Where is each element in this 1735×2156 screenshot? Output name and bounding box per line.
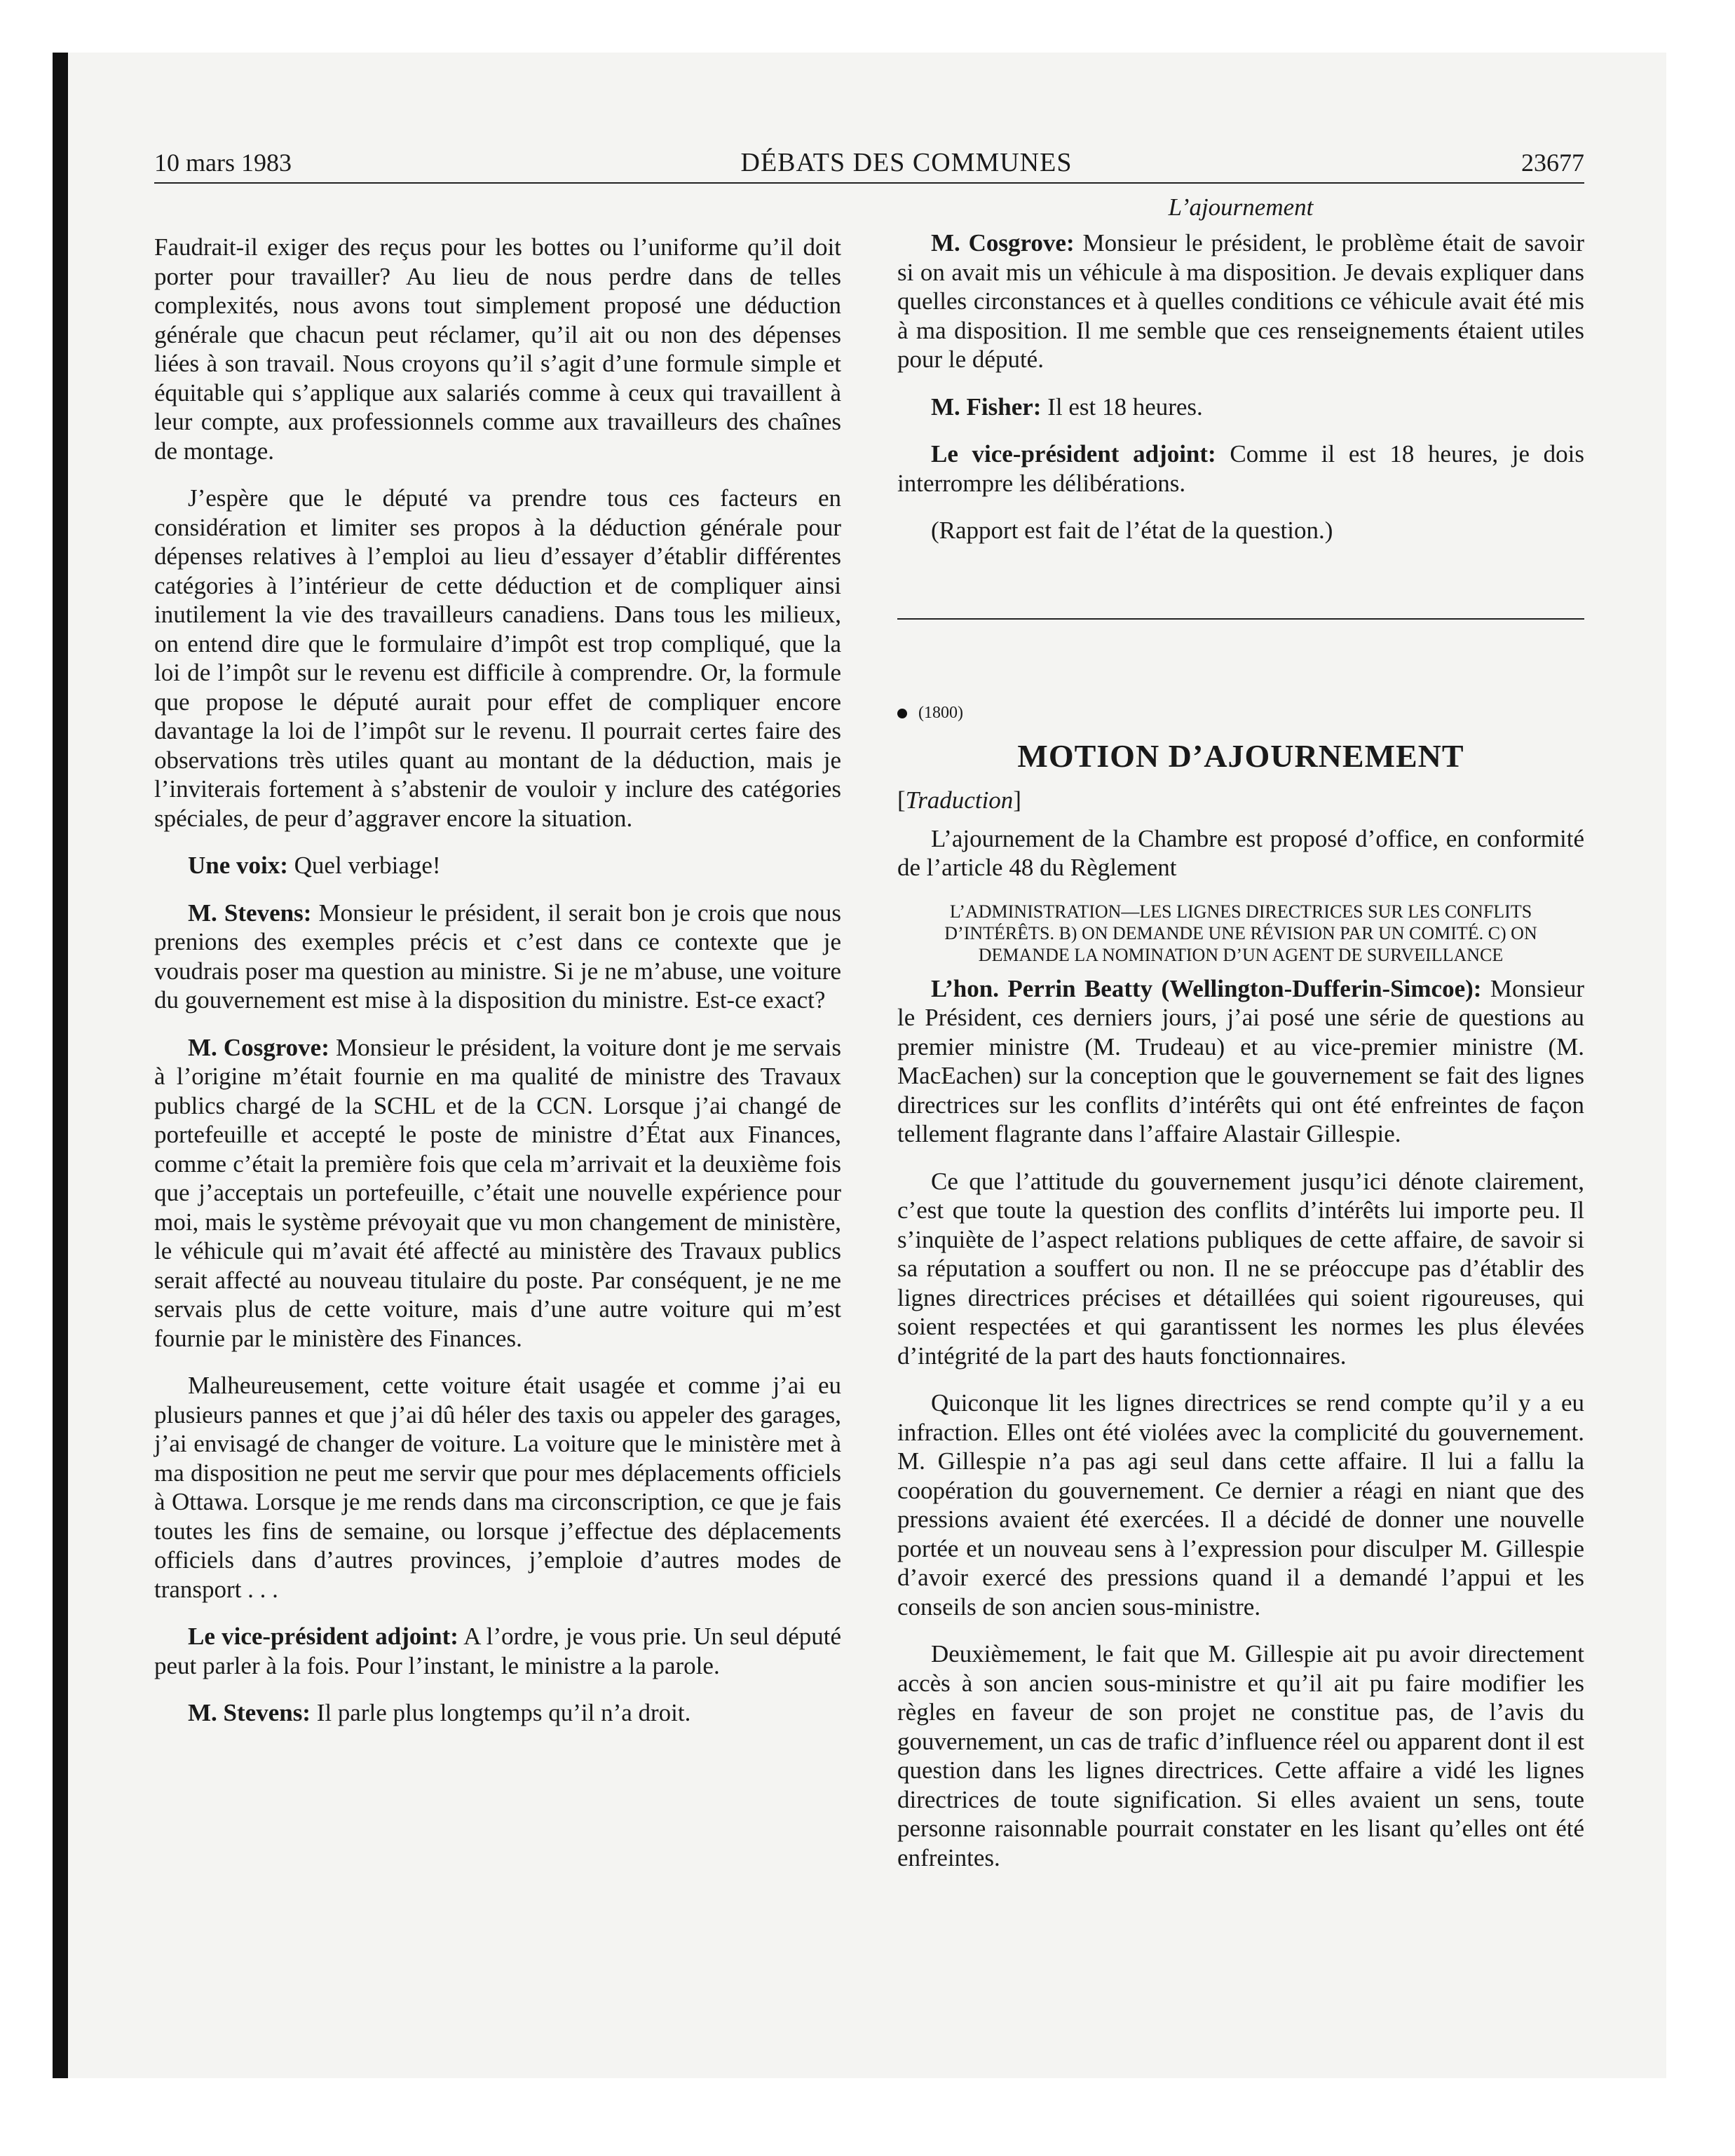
paragraph: J’espère que le député va prendre tous ces facteurs en considération et limiter ses propos à la déduction générale pour dépenses relatives à l’emploi au lieu d’essayer d’établir différentes catégories à l’intérieur de cette déduction et de compliquer ainsi inutilement la vie des travailleurs canadiens. Dans tous les milieux, on entend dire que le formulaire d’impôt est trop compliqué, que la loi de l’impôt sur le revenu est difficile à comprendre. Or, la formule que propose le député aurait pour effet de compliquer encore davantage la loi de l’impôt sur le revenu. Il pourrait certes faire des observations très utiles quant au montant de la déduction, mais je l’inviterais fortement à s’abstenir de vouloir y inclure des catégories spéciales, de peur d’aggraver encore la situation. [154, 484, 841, 832]
speech [154, 1033, 841, 1353]
speech-text: Monsieur le Président, ces derniers jours, j’ai posé une série de questions au premier ministre (M. Trudeau) et au vice-premier ministre (M. MacEachen) sur la conception que le gouvernement se fait des lignes directrices sur les conflits d’intérêts qui ont été enfreintes de façon tellement flagrante dans l’affaire Alastair Gillespie. [897, 974, 1585, 1147]
document-page [154, 147, 1584, 1890]
bullet-icon [897, 709, 907, 718]
translation-note [897, 785, 1584, 816]
speech-text: Il parle plus longtemps qu’il n’a droit. [310, 1699, 691, 1726]
header-date: 10 mars 1983 [154, 149, 292, 177]
page-number: 23677 [1520, 149, 1584, 177]
speech-text: Monsieur le président, le problème était de savoir si on avait mis un véhicule à ma disposition. Je devais expliquer dans quelles circonstances et à quelles conditions ce véhicule avait été mis à ma disposition. Il me semble que ces renseignements étaient utiles pour le député. [897, 229, 1584, 373]
speaker-name: M. Stevens: [188, 1699, 311, 1726]
speaker-name: Le vice-président adjoint: [188, 1623, 458, 1650]
speaker-name: L’hon. Perrin Beatty (Wellington-Dufferin-Simcoe): [931, 974, 1482, 1002]
columns [154, 192, 1584, 1890]
header-title: DÉBATS DES COMMUNES [740, 148, 1073, 177]
speech [897, 439, 1584, 498]
speech [154, 1622, 841, 1680]
bracket-open: [ [897, 786, 906, 814]
header-rule [154, 182, 1584, 184]
speaker-name: M. Stevens: [188, 899, 312, 927]
speech-text: Il est 18 heures. [1041, 393, 1203, 421]
section-title: L’ajournement [1168, 193, 1314, 221]
right-column [897, 192, 1584, 1890]
bracket-close: ] [1013, 786, 1021, 814]
section-divider [897, 618, 1584, 620]
paragraph: Faudrait-il exiger des reçus pour les bottes ou l’uniforme qu’il doit porter pour travailler? Au lieu de nous perdre dans de telles complexités, nous avons tout simplement proposé une déduction générale que chacun peut réclamer, qu’il ait ou non des dépenses liées à son travail. Nous croyons qu’il s’agit d’une formule simple et équitable qui s’applique aux salariés comme à ceux qui travaillent à leur compte, aux professionnels comme aux travailleurs des chaînes de montage. [154, 233, 841, 465]
speaker-name: M. Cosgrove: [188, 1033, 329, 1061]
paragraph: L’ajournement de la Chambre est proposé d’office, en conformité de l’article 48 du Règlement [897, 824, 1584, 881]
speech [154, 1698, 841, 1728]
running-header [154, 147, 1584, 178]
paragraph: Quiconque lit les lignes directrices se rend compte qu’il y a eu infraction. Elles ont été violées avec la complicité du gouvernement. M. Gillespie n’a pas agi seul dans cette affaire. Il lui a fallu la coopération du gouvernement. Ce dernier a réagi en niant que des pressions avaient été exercées. Il a décidé de donner une nouvelle portée et un nouveau sens à l’expression pour disculper M. Gillespie d’avoir exercé des pressions quand il a demandé l’appui et les conseils de son ancien sous-ministre. [897, 1389, 1584, 1621]
time-label: (1800) [918, 703, 963, 722]
subject-heading: L’ADMINISTRATION—LES LIGNES DIRECTRICES SUR LES CONFLITS D’INTÉRÊTS. B) ON DEMANDE UNE RÉVISION PAR UN COMITÉ. C) ON DEMANDE LA NOMINATION D’UN AGENT DE SURVEILLANCE [944, 901, 1537, 965]
left-column [154, 192, 841, 1890]
speech [897, 393, 1584, 422]
scan-edge [53, 53, 68, 2078]
paragraph: Malheureusement, cette voiture était usagée et comme j’ai eu plusieurs pannes et que j’ai dû héler des taxis ou appeler des garages, j’ai envisagé de changer de voiture. La voiture que le ministère met à ma disposition ne peut me servir que pour mes déplacements officiels à Ottawa. Lorsque je me rends dans ma circonscription, ce que je fais toutes les fins de semaine, ou lorsque j’effectue des déplacements officiels dans d’autres provinces, j’emploie d’autres modes de transport . . . [154, 1372, 841, 1603]
speech [154, 851, 841, 880]
speech-text: Quel verbiage! [287, 852, 441, 879]
speaker-name: Le vice-président adjoint: [931, 440, 1216, 468]
speaker-name: M. Cosgrove: [931, 229, 1075, 257]
paragraph: Deuxièmement, le fait que M. Gillespie ait pu avoir directement accès à son ancien sous-ministre et qu’il ait pu faire modifier les règles en faveur de son projet ne constitue pas, de l’avis du gouvernement, un cas de trafic d’influence réel ou apparent dont il est question dans les lignes directrices. Cette affaire a vidé les lignes directrices de toute signification. Si elles avaient un sens, toute personne raisonnable pourrait constater en les lisant qu’elles ont été enfreintes. [897, 1640, 1584, 1871]
speech [897, 974, 1584, 1149]
speaker-name: M. Fisher: [931, 393, 1042, 421]
speech-text: A l’ordre, je vous prie. Un seul député peut parler à la fois. Pour l’instant, le ministre a la parole. [154, 1623, 841, 1679]
speech-text: Monsieur le président, il serait bon je crois que nous prenions des exemples précis et c’est dans ce contexte que je voudrais poser ma question au ministre. Si je ne m’abuse, une voiture du gouvernement est mise à la disposition du ministre. Est-ce exact? [154, 899, 842, 1014]
speech [897, 228, 1584, 374]
speech [154, 899, 841, 1015]
translation-word: Traduction [905, 786, 1014, 814]
report-note: (Rapport est fait de l’état de la question.) [931, 517, 1333, 544]
motion-title: MOTION D’AJOURNEMENT [1017, 737, 1464, 774]
paragraph: Ce que l’attitude du gouvernement jusqu’ici dénote clairement, c’est que toute la question des conflits d’intérêts lui importe peu. Il s’inquiète de l’aspect relations publiques de cette affaire, de savoir si sa réputation a souffert ou non. Il ne se préoccupe pas d’établir des lignes directrices précises et détaillées qui soient rigoureuses, qui soient respectées et qui garantissent les normes les plus élevées d’intégrité de la part des hauts fonctionnaires. [897, 1167, 1584, 1370]
speech-text: Comme il est 18 heures, je dois interrompre les délibérations. [897, 440, 1584, 497]
speech-text: Monsieur le président, la voiture dont je me servais à l’origine m’était fournie en ma qualité de ministre des Travaux publics chargé de la SCHL et de la CCN. Lorsque j’ai changé de portefeuille et accepté le poste de ministre d’État aux Finances, comme c’était la première fois que cela m’arrivait et la deuxième fois que j’acceptais un portefeuille, c’était une nouvelle expérience pour moi, mais le système prévoyait que vu mon changement de ministère, le véhicule qui m’avait été affecté au ministère des Travaux publics serait affecté au nouveau titulaire du poste. Par conséquent, je ne me servais plus de cette voiture, mais d’une autre voiture qui m’est fournie par le ministère des Finances. [154, 1033, 841, 1352]
speaker-name: Une voix: [188, 852, 288, 879]
time-marker [897, 702, 1584, 723]
